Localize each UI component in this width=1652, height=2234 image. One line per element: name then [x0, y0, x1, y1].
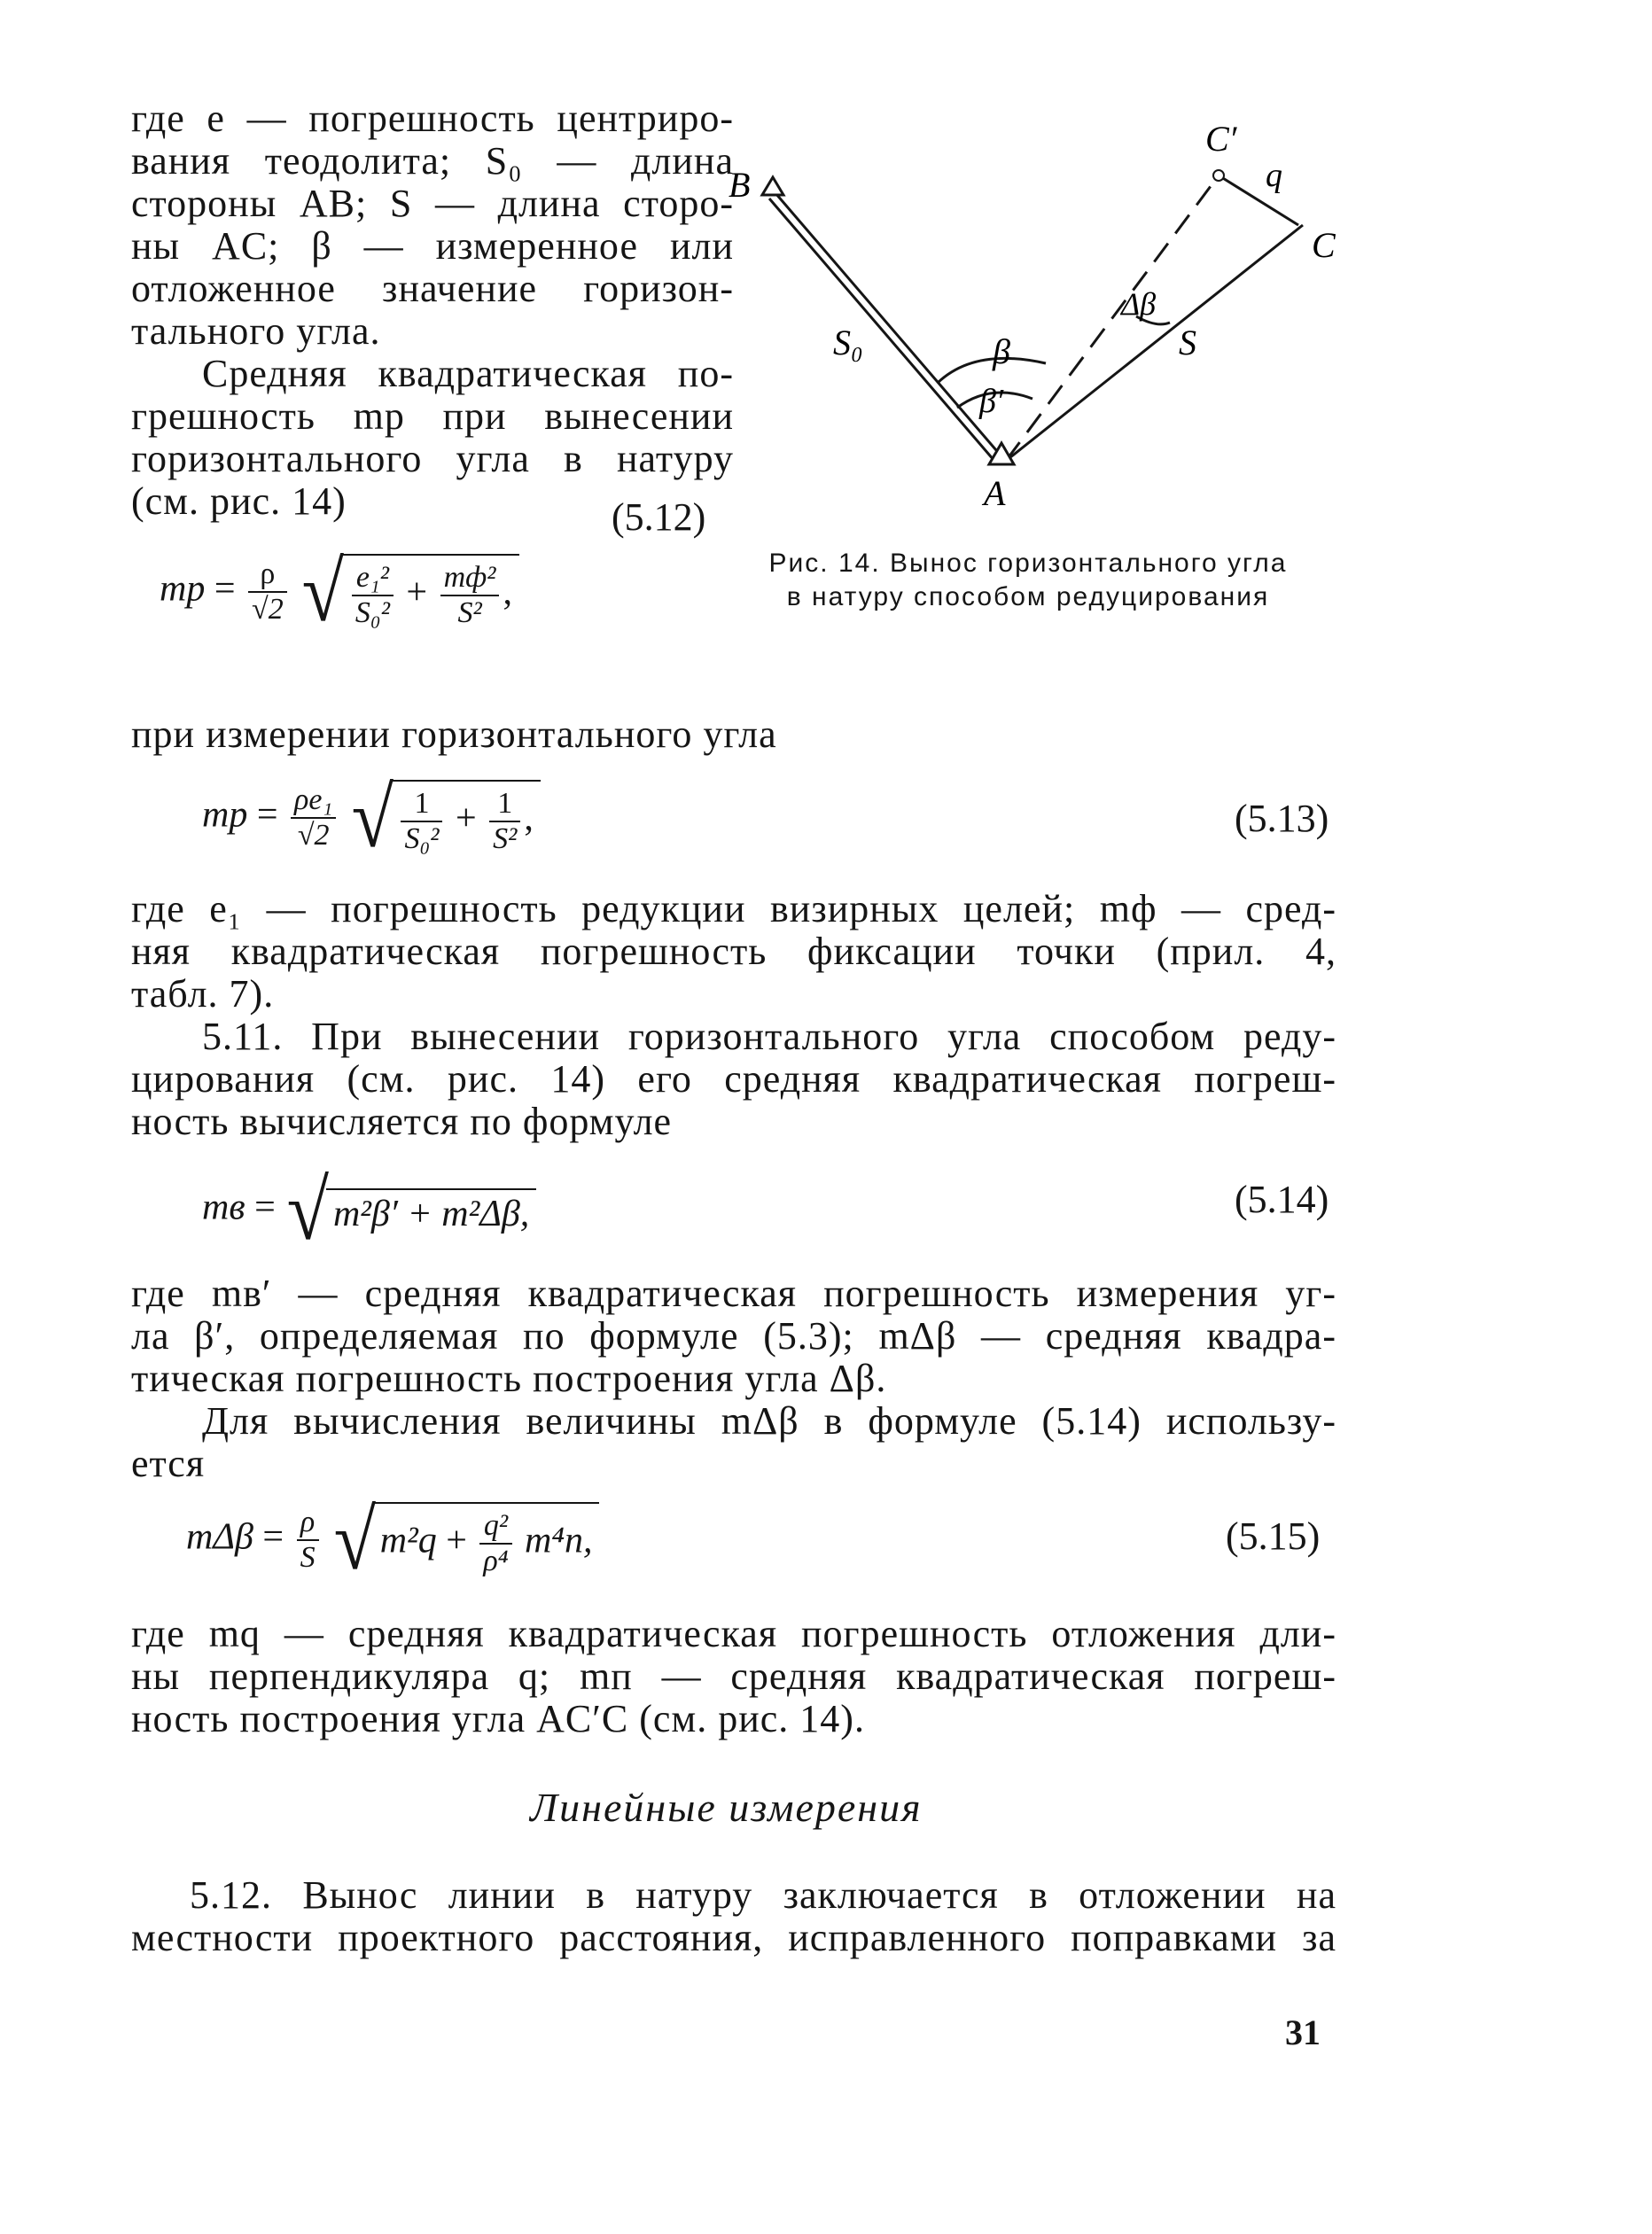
eq-term: m²q: [379, 1520, 437, 1561]
eq-fraction: [248, 557, 287, 627]
eq-term: m⁴п,: [525, 1520, 593, 1561]
figure-14-diagram: [709, 106, 1400, 532]
eq-numerator: ρ: [297, 1506, 319, 1541]
label-c: C: [1312, 225, 1336, 265]
eq-operator: +: [446, 1520, 467, 1561]
equation-5-14: [202, 1163, 536, 1257]
label-a: A: [984, 473, 1006, 513]
label-beta: β: [993, 331, 1010, 371]
label-s0: S₀: [833, 323, 863, 362]
arc-beta: [938, 358, 1046, 383]
text-line: ность вычисляется по формуле: [131, 1100, 673, 1143]
eq-denominator: ρ⁴: [483, 1545, 509, 1577]
text-line: 5.11. При вынесении горизонтального угла способом реду-: [202, 1015, 1336, 1058]
eq-operator: +: [455, 798, 477, 839]
text-line: цирования (см. рис. 14) его средняя квадратическая погреш-: [131, 1057, 1336, 1101]
label-s: S: [1179, 323, 1196, 362]
text-line: няя квадратическая погрешность фиксации точки (прил. 4,: [131, 930, 1336, 973]
eq-radicand: m²β′ + m²Δβ,: [326, 1188, 536, 1233]
caption-line: в натуру способом редуцирования: [786, 582, 1270, 611]
eq-numerator: ρ: [248, 557, 287, 593]
eq-lhs: mр: [160, 568, 206, 610]
text-line: ла β′, определяемая по формуле (5.3); mΔβ — средняя квадра-: [131, 1314, 1336, 1358]
text-line: ны AC; β — измеренное или: [131, 224, 734, 268]
line-ab-second: [769, 198, 994, 461]
eq-fraction: [489, 787, 520, 856]
eq-sqrt: √ $\frac{\text{e₁²}}{\text{S₀²}}$ + $\frac{\text{mф²}}{\text{S²}}$ ,: [300, 549, 519, 634]
text-line: где mв′ — средняя квадратическая погрешность измерения уг-: [131, 1272, 1336, 1315]
eq-fraction: [440, 561, 500, 630]
point-c-prime: [1213, 170, 1224, 181]
eq-numerator: 1: [489, 787, 520, 822]
eq-numerator: 1: [401, 787, 442, 822]
text-line: горизонтального угла в натуру: [131, 437, 734, 480]
equation-5-13: mр = $\frac{\text{ρe₁}}{√2}$ √ $\frac{1}{\text{S₀²}}$ + $\frac{1}{\text{S²}}$ ,: [202, 775, 541, 860]
eq-denominator: S²: [457, 596, 482, 629]
section-heading: Линейные измерения: [530, 1785, 923, 1830]
label-b: B: [729, 165, 751, 205]
eq-sqrt: √ m²q + $\frac{\text{q²}}{\text{ρ⁴}}$ m⁴п,: [331, 1498, 599, 1583]
eq-fraction: [401, 787, 442, 856]
eq-denominator: S₀²: [355, 596, 390, 629]
text-line: где e₁ — погрешность редукции визирных целей; mф — сред-: [131, 887, 1336, 930]
eq-numerator: e₁²: [352, 561, 394, 596]
eq-fraction: [297, 1506, 319, 1575]
eq-numerator: mф²: [440, 561, 500, 596]
label-q: q: [1266, 157, 1282, 194]
text-line: отложенное значение горизон-: [131, 267, 734, 310]
eq-punct: ,: [503, 572, 512, 613]
eq-denominator: S: [300, 1541, 316, 1574]
eq-lhs: mв: [202, 1187, 245, 1228]
line-q: [1219, 175, 1298, 225]
eq-lhs: mΔβ: [186, 1516, 253, 1558]
text-line: тическая погрешность построения угла Δβ.: [131, 1357, 887, 1400]
eq-fraction: [291, 783, 336, 852]
text-line: (см. рис. 14): [131, 479, 347, 523]
eq-numerator: q²: [479, 1509, 511, 1545]
text-line: Для вычисления величины mΔβ в формуле (5.14) использу-: [202, 1399, 1336, 1443]
equation-5-12: mр = $\frac{\rho}{√2}$ √ $\frac{\text{e₁²}}{\text{S₀²}}$ + $\frac{\text{mф²}}{\text{S²}}$ ,: [160, 549, 519, 634]
text-line: ны перпендикуляра q; mп — средняя квадратическая погреш-: [131, 1654, 1336, 1698]
text-line: 5.12. Вынос линии в натуру заключается в отложении на: [190, 1873, 1336, 1917]
label-beta-prime: β′: [979, 383, 1004, 420]
triangle-b: [762, 177, 783, 195]
eq-denominator: S₀²: [404, 822, 440, 855]
eq-punct: ,: [524, 798, 534, 839]
equation-number: (5.14): [1235, 1178, 1329, 1221]
text-line: табл. 7).: [131, 972, 275, 1016]
line-ab: [775, 193, 1001, 456]
text-line: ность построения угла AC′C (см. рис. 14).: [131, 1697, 865, 1740]
text-line: местности проектного расстояния, исправленного поправками за: [131, 1916, 1336, 1959]
eq-fraction: [352, 561, 394, 630]
caption-line: Рис. 14. Вынос горизонтального угла: [768, 549, 1288, 578]
text-line: где е — погрешность центриро-: [131, 97, 734, 140]
equation-number: (5.15): [1226, 1514, 1321, 1558]
text-line: Средняя квадратическая по-: [202, 352, 734, 395]
text-line: вания теодолита; S₀ — длина: [131, 139, 734, 183]
text-line: ется: [131, 1442, 206, 1485]
eq-lhs: mр: [202, 794, 248, 836]
text-line: где mq — средняя квадратическая погрешность отложения дли-: [131, 1612, 1336, 1655]
eq-operator: +: [406, 572, 428, 613]
text-line: стороны AB; S — длина сторо-: [131, 182, 734, 225]
eq-sqrt: √ $\frac{1}{\text{S₀²}}$ + $\frac{1}{\text{S²}}$ ,: [349, 775, 541, 860]
eq-numerator: ρe₁: [291, 783, 336, 819]
label-dbeta: Δβ: [1121, 286, 1157, 322]
eq-denominator: S²: [493, 822, 518, 855]
equation-number: (5.12): [612, 495, 706, 539]
eq-denominator: √2: [297, 819, 330, 852]
equation-number: (5.13): [1235, 797, 1329, 840]
eq-operator: =: [254, 1187, 276, 1228]
equation-5-15: [186, 1492, 599, 1587]
eq-fraction: [479, 1509, 511, 1578]
figure-caption: [718, 547, 1338, 614]
text-line: при измерении горизонтального угла: [131, 712, 777, 756]
page-number: 31: [1285, 2012, 1321, 2052]
text-line: грешность mр при вынесении: [131, 394, 734, 438]
eq-sqrt: √ m²β′ + m²Δβ,: [284, 1168, 536, 1253]
eq-operator: =: [262, 1516, 284, 1558]
label-c-prime: C′: [1205, 119, 1237, 159]
text-line: тального угла.: [131, 309, 381, 353]
eq-denominator: √2: [252, 593, 284, 626]
